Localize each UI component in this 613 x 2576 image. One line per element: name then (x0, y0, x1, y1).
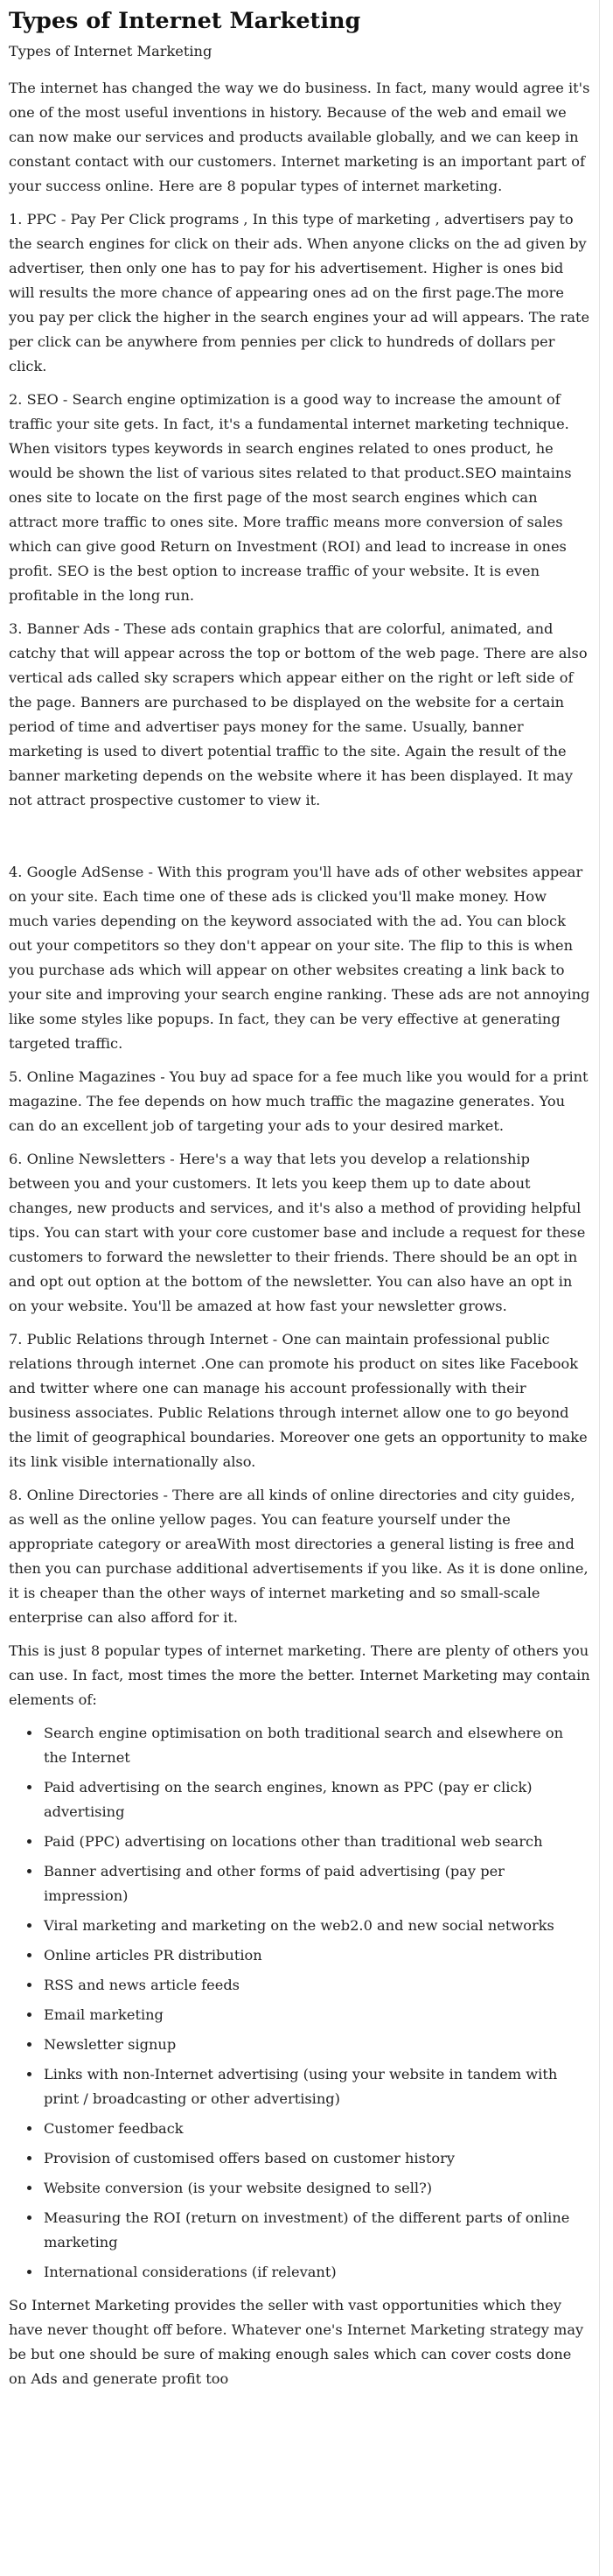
list-item: • Customer feedback (42, 2117, 590, 2141)
list-item: • Links with non-Internet advertising (using your website in tandem with print / broadcasting or other advertising) (42, 2062, 590, 2111)
page-title: Types of Internet Marketing (9, 8, 361, 34)
list-item: • Measuring the ROI (return on investment) of the different parts of online marketing (42, 2206, 590, 2255)
list-item: • Search engine optimisation on both traditional search and elsewhere on the Internet (42, 1721, 590, 1770)
type-banner-ads-paragraph: 3. Banner Ads - These ads contain graphics that are colorful, animated, and catchy that will appear across the top or bottom of the web page. There are also vertical ads called sky scrapers which appear either on the right or left side of the page. Banners are purchased to be displayed on the website for a certain period of time and advertiser pays money for the same. Usually, banner marketing is used to divert potential traffic to the site. Again the result of the banner marketing depends on the website where it has been displayed. It may not attract prospective customer to view it. (9, 620, 588, 808)
type-public-relations-paragraph: 7. Public Relations through Internet - One can maintain professional public relations through internet .One can promote his product on sites like Facebook and twitter where one can manage his account professionally with their business associates. Public Relations through internet allow one to go beyond the limit of geographical boundaries. Moreover one gets an opportunity to make its link visible internationally also. (9, 1331, 588, 1470)
type-google-adsense-paragraph: 4. Google AdSense - With this program you'll have ads of other websites appear on your site. Each time one of these ads is clicked you'll make money. How much varies depending on the keyword associated with the ad. You can block out your competitors so they don't appear on your site. The flip to this is when you purchase ads which will appear on other websites creating a link back to your site and improving your search engine ranking. These ads are not annoying like some styles like popups. In fact, they can be very effective at generating targeted traffic. (9, 864, 590, 1052)
list-item: • RSS and news article feeds (42, 1973, 590, 1998)
list-item: • Website conversion (is your website designed to sell?) (42, 2176, 590, 2201)
list-item: • Email marketing (42, 2003, 590, 2027)
list-item: • Banner advertising and other forms of paid advertising (pay per impression) (42, 1859, 590, 1908)
type-online-newsletters-paragraph: 6. Online Newsletters - Here's a way that lets you develop a relationship between you and your customers. It lets you keep them up to date about changes, new products and services, and it's also a method of providing helpful tips. You can start with your core customer base and include a request for these customers to forward the newsletter to their friends. There should be an opt in and opt out option at the bottom of the newsletter. You can also have an opt in on your website. You'll be amazed at how fast your newsletter grows. (9, 1151, 586, 1314)
blank-gap (9, 822, 590, 860)
list-item: • Newsletter signup (42, 2033, 590, 2057)
list-item: • Paid (PPC) advertising on locations other than traditional web search (42, 1830, 590, 1854)
list-item: • Online articles PR distribution (42, 1943, 590, 1968)
elements-intro-paragraph: This is just 8 popular types of internet marketing. There are plenty of others you can use. In fact, most times the more the better. Internet Marketing may contain elements of: (9, 1642, 590, 1708)
type-online-directories-paragraph: 8. Online Directories - There are all kinds of online directories and city guides, as well as the online yellow pages. You can feature yourself under the appropriate category or areaWith most directories a general listing is free and then you can purchase additional advertisements if you like. As it is done online, it is cheaper than the other ways of internet marketing and so small-scale enterprise can also afford for it. (9, 1487, 589, 1626)
list-item: • International considerations (if relevant) (42, 2260, 590, 2285)
list-item: • Provision of customised offers based on customer history (42, 2146, 590, 2171)
type-ppc-paragraph: 1. PPC - Pay Per Click programs , In this type of marketing , advertisers pay to the search engines for click on their ads. When anyone clicks on the ad given by advertiser, then only one has to pay for his advertisement. Higher is ones bid will results the more chance of appearing ones ad on the first page.The more you pay per click the higher in the search engines your ad will appears. The rate per click can be anywhere from pennies per click to hundreds of dollars per click. (9, 211, 590, 374)
type-seo-paragraph: 2. SEO - Search engine optimization is a good way to increase the amount of traffic your site gets. In fact, it's a fundamental internet marketing technique. When visitors types keywords in search engines related to ones product, he would be shown the list of various sites related to that product.SEO maintains ones site to locate on the first page of the most search engines which can attract more traffic to ones site. More traffic means more conversion of sales which can give good Return on Investment (ROI) and lead to increase in ones profit. SEO is the best option to increase traffic of your website. It is even profitable in the long run. (9, 391, 572, 604)
type-online-magazines-paragraph: 5. Online Magazines - You buy ad space for a fee much like you would for a print magazine. The fee depends on how much traffic the magazine generates. You can do an excellent job of targeting your ads to your desired market. (9, 1068, 589, 1134)
marketing-elements-list (9, 1721, 590, 2285)
article-subtitle: Types of Internet Marketing (9, 43, 212, 60)
intro-paragraph: The internet has changed the way we do business. In fact, many would agree it's one of the most useful inventions in history. Because of the web and email we can now make our services and products available globally, and we can keep in constant contact with our customers. Internet marketing is an important part of your success online. Here are 8 popular types of internet marketing. (9, 80, 590, 194)
list-item: • Viral marketing and marketing on the web2.0 and new social networks (42, 1914, 590, 1938)
conclusion-paragraph: So Internet Marketing provides the seller with vast opportunities which they have never thought off before. Whatever one's Internet Marketing strategy may be but one should be sure of making enough sales which can cover costs done on Ads and generate profit too (9, 2297, 584, 2387)
list-item: • Paid advertising on the search engines, known as PPC (pay er click) advertising (42, 1775, 590, 1824)
